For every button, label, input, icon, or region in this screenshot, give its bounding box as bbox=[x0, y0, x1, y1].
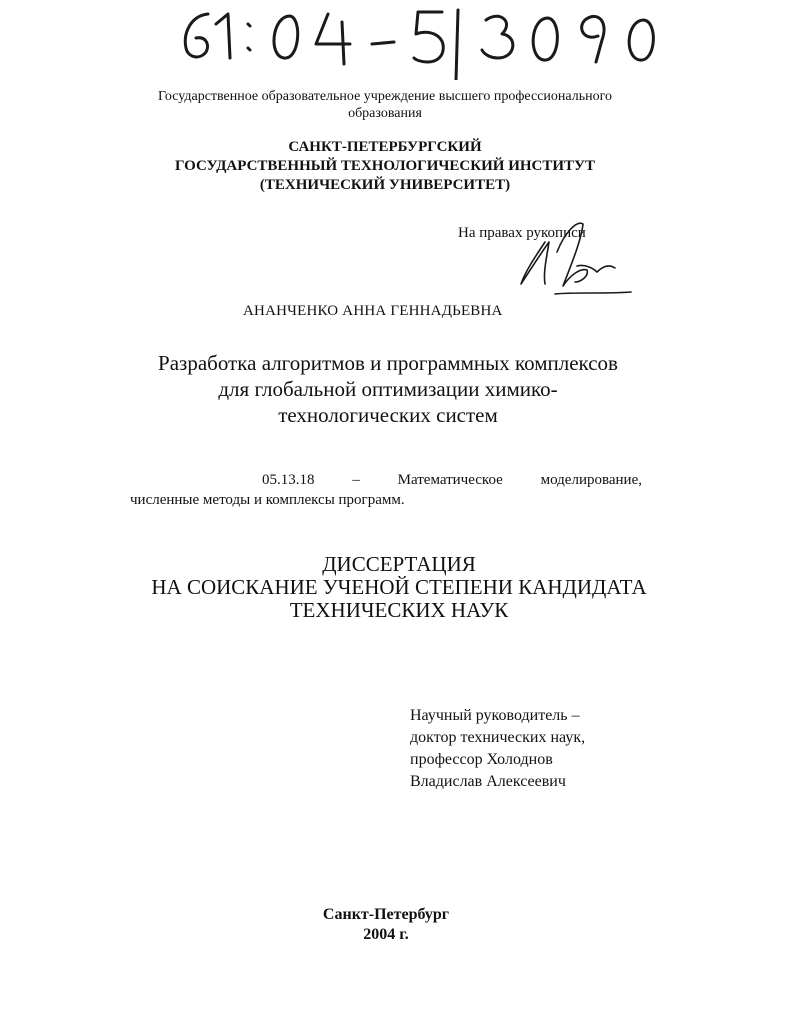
supervisor-line: Владислав Алексеевич bbox=[410, 773, 566, 790]
handwritten-archive-number bbox=[150, 0, 670, 80]
university-line: ГОСУДАРСТВЕННЫЙ ТЕХНОЛОГИЧЕСКИЙ ИНСТИТУТ bbox=[174, 158, 596, 174]
handwritten-number-drawing bbox=[150, 0, 670, 80]
dissertation-heading bbox=[100, 553, 698, 622]
heading-line: НА СОИСКАНИЕ УЧЕНОЙ СТЕПЕНИ КАНДИДАТА bbox=[151, 575, 647, 599]
specialty-code: 05.13.18 bbox=[262, 472, 315, 488]
institution-header bbox=[100, 88, 670, 122]
specialty-word: моделирование, bbox=[540, 472, 642, 488]
university-line: (ТЕХНИЧЕСКИЙ УНИВЕРСИТЕТ) bbox=[259, 177, 511, 193]
rights-note: На правах рукописи bbox=[458, 225, 586, 241]
author-name: АНАНЧЕНКО АННА ГЕННАДЬЕВНА bbox=[243, 303, 503, 319]
specialty-block bbox=[130, 470, 642, 510]
handwritten-signature bbox=[505, 212, 635, 302]
year: 2004 г. bbox=[363, 926, 409, 943]
specialty-word: Математическое bbox=[397, 472, 503, 488]
footer-block bbox=[300, 905, 472, 945]
supervisor-line: доктор технических наук, bbox=[410, 729, 586, 746]
city: Санкт-Петербург bbox=[322, 906, 450, 923]
specialty-dash: – bbox=[352, 472, 360, 488]
heading-line: ТЕХНИЧЕСКИХ НАУК bbox=[289, 598, 509, 622]
supervisor-block bbox=[410, 705, 585, 793]
institution-line: Государственное образовательное учреждение высшего профессионального bbox=[158, 89, 612, 104]
signature-drawing bbox=[505, 212, 635, 302]
specialty-line: численные методы и комплексы программ. bbox=[130, 492, 405, 508]
institution-line: образования bbox=[348, 106, 422, 121]
university-name bbox=[100, 138, 670, 195]
supervisor-line: профессор Холоднов bbox=[410, 751, 553, 768]
heading-line: ДИССЕРТАЦИЯ bbox=[322, 552, 476, 576]
title-line: технологических систем bbox=[278, 403, 498, 427]
title-line: для глобальной оптимизации химико- bbox=[218, 377, 558, 401]
title-line: Разработка алгоритмов и программных комплексов bbox=[158, 351, 618, 375]
supervisor-line: Научный руководитель – bbox=[410, 707, 580, 724]
dissertation-title bbox=[110, 350, 666, 428]
specialty-line bbox=[130, 470, 642, 490]
university-line: САНКТ-ПЕТЕРБУРГСКИЙ bbox=[288, 139, 482, 155]
